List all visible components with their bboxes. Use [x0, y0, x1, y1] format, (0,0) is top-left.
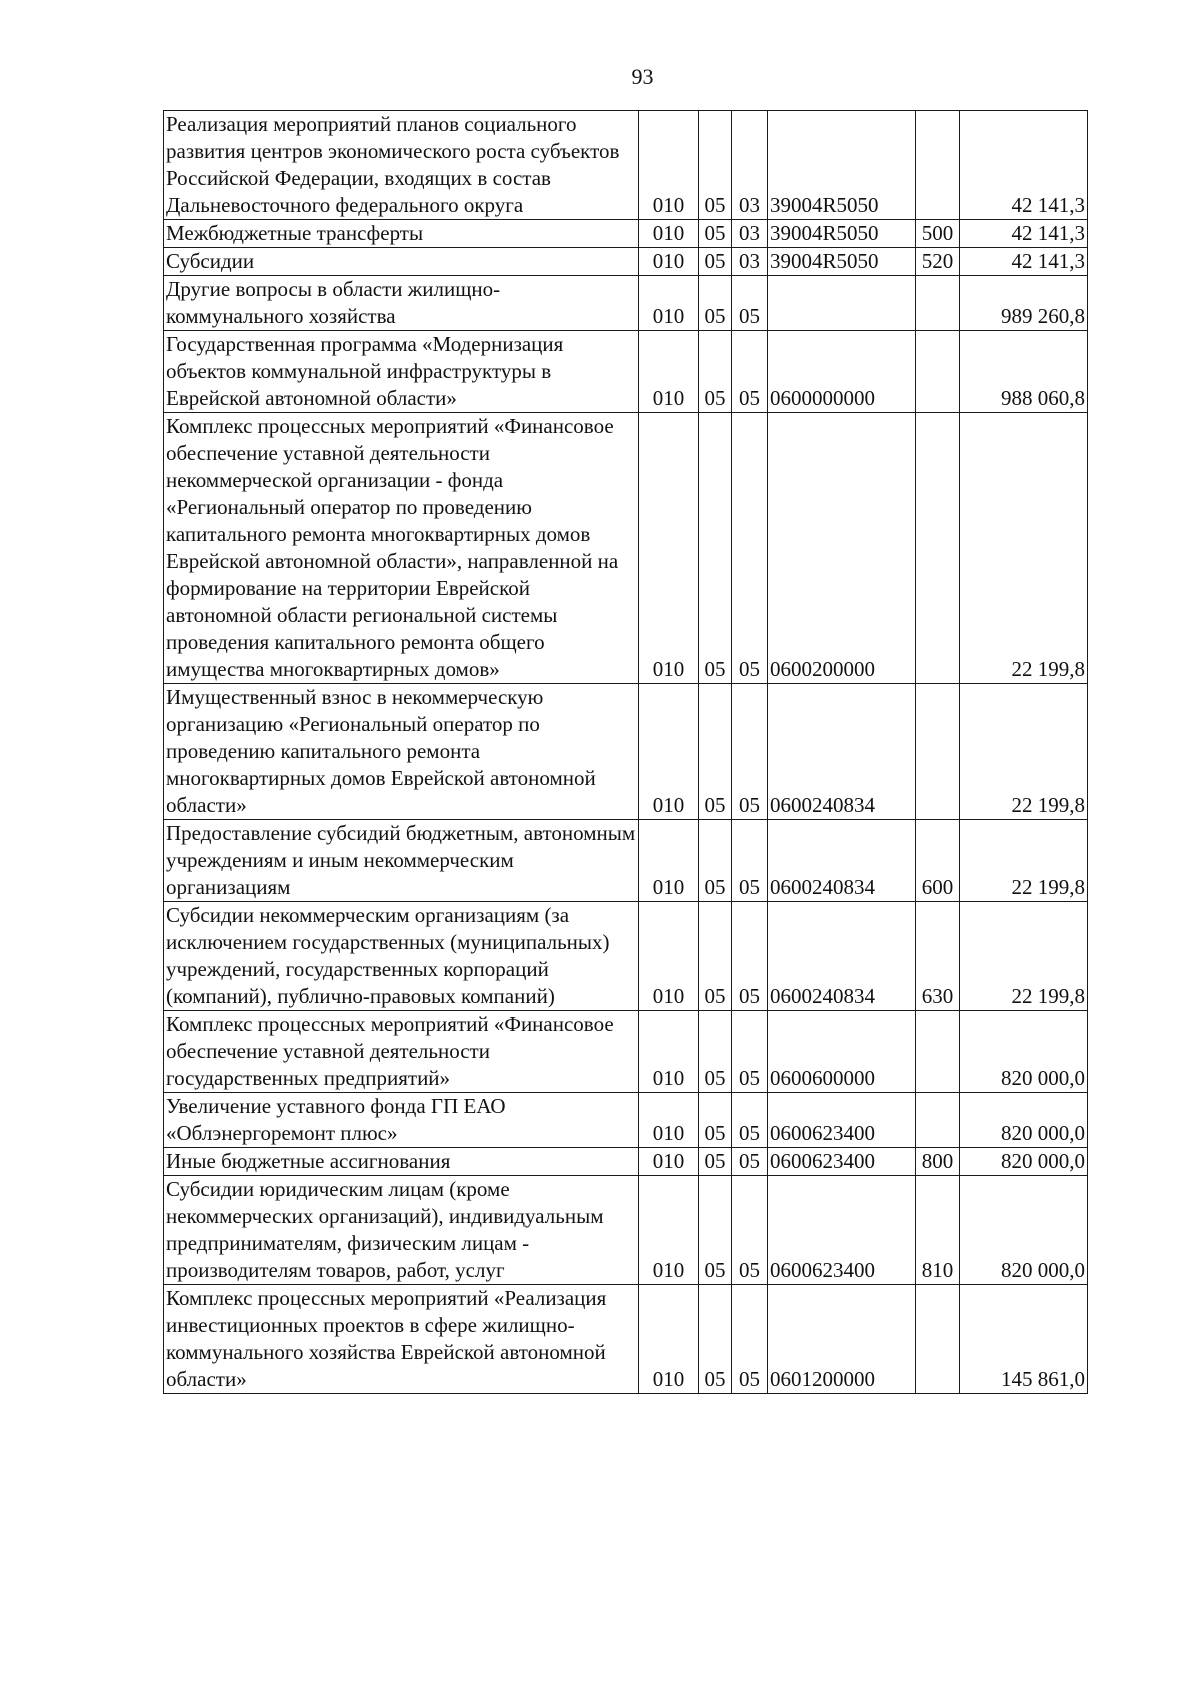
- table-row: [164, 1093, 1088, 1148]
- row-vr: [916, 684, 960, 820]
- row-sum: 42 141,3: [960, 220, 1088, 248]
- row-name: Комплекс процессных мероприятий «Финансовое обеспечение уставной деятельности некоммерческой организации - фонда «Региональный оператор по проведению капитального ремонта многоквартирных домов Еврейской автономной области», направленной на формирование на территории Еврейской автономной области региональной системы проведения капитального ремонта общего имущества многоквартирных домов»: [164, 413, 639, 684]
- row-pr: 05: [732, 1176, 768, 1285]
- row-vr: [916, 1285, 960, 1394]
- row-rz: 05: [699, 413, 732, 684]
- row-pr: 05: [732, 902, 768, 1011]
- row-sum: 42 141,3: [960, 248, 1088, 276]
- row-name: Государственная программа «Модернизация объектов коммунальной инфраструктуры в Еврейской автономной области»: [164, 331, 639, 413]
- row-csr: 0600600000: [768, 1011, 916, 1093]
- row-pr: 05: [732, 684, 768, 820]
- row-vr: 600: [916, 820, 960, 902]
- row-vr: [916, 331, 960, 413]
- row-name: Межбюджетные трансферты: [164, 220, 639, 248]
- row-pr: 03: [732, 220, 768, 248]
- row-name: Субсидии: [164, 248, 639, 276]
- row-pr: 05: [732, 276, 768, 331]
- table-row: [164, 276, 1088, 331]
- row-name: Комплекс процессных мероприятий «Финансовое обеспечение уставной деятельности государственных предприятий»: [164, 1011, 639, 1093]
- table-row: [164, 902, 1088, 1011]
- table-row: [164, 413, 1088, 684]
- row-ved: 010: [639, 248, 699, 276]
- row-name: Субсидии юридическим лицам (кроме некоммерческих организаций), индивидуальным предпринимателям, физическим лицам - производителям товаров, работ, услуг: [164, 1176, 639, 1285]
- row-csr: 0600623400: [768, 1093, 916, 1148]
- page-number: 93: [631, 64, 654, 89]
- table-row: [164, 220, 1088, 248]
- row-ved: 010: [639, 276, 699, 331]
- row-vr: 800: [916, 1148, 960, 1176]
- table-row: [164, 111, 1088, 220]
- row-name: Увеличение уставного фонда ГП ЕАО «Облэнергоремонт плюс»: [164, 1093, 639, 1148]
- row-ved: 010: [639, 1176, 699, 1285]
- row-ved: 010: [639, 413, 699, 684]
- row-pr: 05: [732, 413, 768, 684]
- row-sum: 820 000,0: [960, 1011, 1088, 1093]
- row-vr: 810: [916, 1176, 960, 1285]
- row-csr: 39004R5050: [768, 248, 916, 276]
- row-ved: 010: [639, 820, 699, 902]
- row-csr: 0600623400: [768, 1176, 916, 1285]
- row-vr: [916, 1011, 960, 1093]
- table-row: [164, 1176, 1088, 1285]
- row-rz: 05: [699, 684, 732, 820]
- row-pr: 03: [732, 111, 768, 220]
- row-sum: 42 141,3: [960, 111, 1088, 220]
- row-name: Субсидии некоммерческим организациям (за исключением государственных (муниципальных) учреждений, государственных корпораций (компаний), публично-правовых компаний): [164, 902, 639, 1011]
- row-csr: 0600240834: [768, 820, 916, 902]
- row-rz: 05: [699, 902, 732, 1011]
- row-pr: 05: [732, 331, 768, 413]
- row-csr: [768, 276, 916, 331]
- row-vr: [916, 276, 960, 331]
- row-ved: 010: [639, 902, 699, 1011]
- row-rz: 05: [699, 1011, 732, 1093]
- row-name: Реализация мероприятий планов социального развития центров экономического роста субъектов Российской Федерации, входящих в состав Дальневосточного федерального округа: [164, 111, 639, 220]
- row-sum: 22 199,8: [960, 684, 1088, 820]
- row-name: Комплекс процессных мероприятий «Реализация инвестиционных проектов в сфере жилищно-коммунального хозяйства Еврейской автономной области»: [164, 1285, 639, 1394]
- row-ved: 010: [639, 220, 699, 248]
- row-csr: 0600000000: [768, 331, 916, 413]
- row-vr: [916, 413, 960, 684]
- table-row: [164, 1148, 1088, 1176]
- row-ved: 010: [639, 1285, 699, 1394]
- row-rz: 05: [699, 1176, 732, 1285]
- row-pr: 05: [732, 1011, 768, 1093]
- row-csr: 39004R5050: [768, 111, 916, 220]
- row-rz: 05: [699, 1148, 732, 1176]
- row-sum: 22 199,8: [960, 902, 1088, 1011]
- row-sum: 988 060,8: [960, 331, 1088, 413]
- table-row: [164, 1011, 1088, 1093]
- row-csr: 0600200000: [768, 413, 916, 684]
- row-pr: 05: [732, 1148, 768, 1176]
- table-row: [164, 684, 1088, 820]
- row-vr: [916, 1093, 960, 1148]
- row-rz: 05: [699, 220, 732, 248]
- row-pr: 05: [732, 1285, 768, 1394]
- row-csr: 0600240834: [768, 684, 916, 820]
- row-ved: 010: [639, 1011, 699, 1093]
- row-ved: 010: [639, 331, 699, 413]
- row-sum: 820 000,0: [960, 1176, 1088, 1285]
- row-rz: 05: [699, 111, 732, 220]
- row-csr: 39004R5050: [768, 220, 916, 248]
- row-sum: 820 000,0: [960, 1093, 1088, 1148]
- row-sum: 820 000,0: [960, 1148, 1088, 1176]
- row-sum: 22 199,8: [960, 413, 1088, 684]
- row-pr: 05: [732, 820, 768, 902]
- row-ved: 010: [639, 1093, 699, 1148]
- table-row: [164, 331, 1088, 413]
- row-rz: 05: [699, 248, 732, 276]
- row-name: Предоставление субсидий бюджетным, автономным учреждениям и иным некоммерческим организациям: [164, 820, 639, 902]
- row-vr: 520: [916, 248, 960, 276]
- row-rz: 05: [699, 331, 732, 413]
- table-row: [164, 1285, 1088, 1394]
- row-csr: 0601200000: [768, 1285, 916, 1394]
- row-ved: 010: [639, 111, 699, 220]
- row-ved: 010: [639, 684, 699, 820]
- table-row: [164, 248, 1088, 276]
- row-vr: 500: [916, 220, 960, 248]
- row-pr: 05: [732, 1093, 768, 1148]
- row-sum: 22 199,8: [960, 820, 1088, 902]
- row-name: Иные бюджетные ассигнования: [164, 1148, 639, 1176]
- row-vr: 630: [916, 902, 960, 1011]
- budget-table: [163, 110, 1088, 1394]
- row-name: Имущественный взнос в некоммерческую организацию «Региональный оператор по проведению капитального ремонта многоквартирных домов Еврейской автономной области»: [164, 684, 639, 820]
- row-rz: 05: [699, 276, 732, 331]
- table-row: [164, 820, 1088, 902]
- row-name: Другие вопросы в области жилищно-коммунального хозяйства: [164, 276, 639, 331]
- row-pr: 03: [732, 248, 768, 276]
- row-rz: 05: [699, 820, 732, 902]
- row-ved: 010: [639, 1148, 699, 1176]
- row-sum: 989 260,8: [960, 276, 1088, 331]
- row-csr: 0600240834: [768, 902, 916, 1011]
- row-rz: 05: [699, 1285, 732, 1394]
- row-rz: 05: [699, 1093, 732, 1148]
- row-csr: 0600623400: [768, 1148, 916, 1176]
- row-vr: [916, 111, 960, 220]
- row-sum: 145 861,0: [960, 1285, 1088, 1394]
